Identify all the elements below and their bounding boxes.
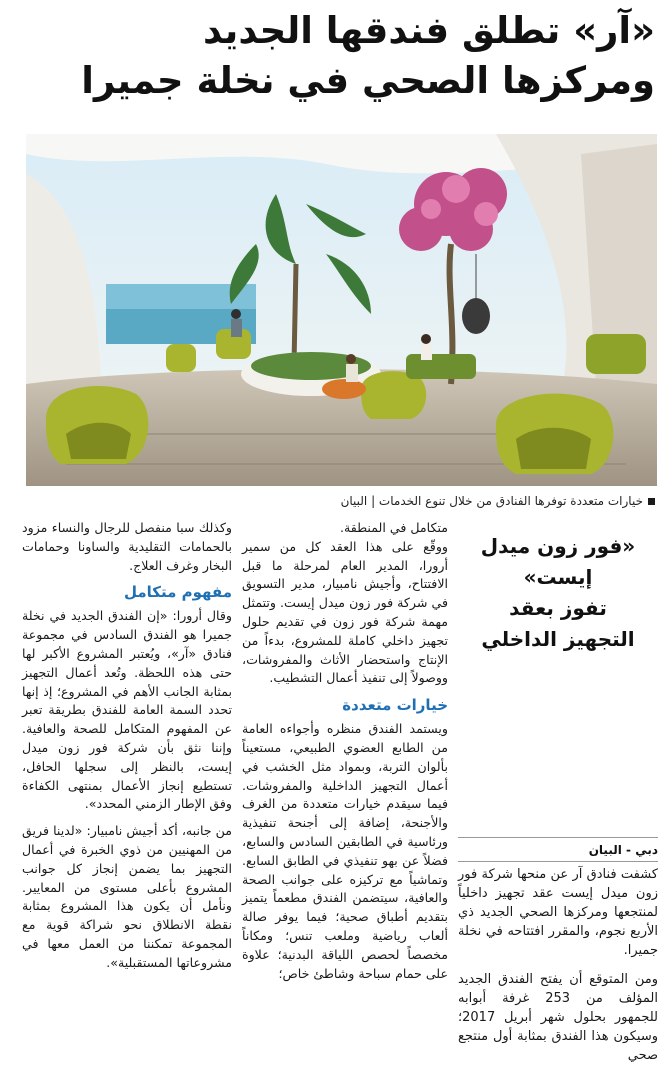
caption-bullet-icon [648, 498, 655, 505]
section-subheading: خيارات متعددة [342, 696, 448, 715]
pull-quote [458, 531, 658, 655]
pull-quote-line-3: التجهيز الداخلي [481, 627, 635, 651]
body-paragraph: وكذلك سبا منفصل للرجال والنساء مزود بالحمامات التقليدية والساونا وحمامات البخار وغرف العلاج. [22, 520, 232, 573]
column-right [458, 519, 658, 1065]
lead-paragraph-1: كشفت فنادق آر عن منحها شركة فور زون ميدل إيست عقد تجهيز داخلياً لمنتجعها ومركزها الصحي الجديد ذي الأربع نجوم، والمقرر افتتاحه في نخلة جميرا. [458, 867, 658, 958]
body-paragraph: وقال أرورا: «إن الفندق الجديد في نخلة جميرا هو الفندق السادس في مجموعة فنادق «آر»، ويُعتبر المشروع الأكبر لها حتى هذه اللحظة. وتُعد أعمال التجهيز بمثابة الجانب الأهم في المشروع؛ إذ إنها تحدد السمة العامة للفندق بطريقة تعبر عن المفهوم المتكامل للصحة والعافية. وإننا نثق بأن شركة فور زون ميدل إيست، بالنظر إلى سجلها الحافل، تستطيع إنجاز الأعمال بمنتهى الكفاءة وفق الإطار الزمني المحدد». [22, 608, 232, 812]
caption-text: خيارات متعددة توفرها الفنادق من خلال تنوع الخدمات | البيان [340, 494, 643, 508]
body-paragraph: ويستمد الفندق منظره وأجواءه العامة من الطابع العضوي الطبيعي، مستعيناً بألوان التربة، وبمواد مثل الخشب في أعمال التجهيز الداخلية والمفروشات. فيما سيقدم خيارات متعددة من الغرف والأجنحة، إضافة إلى أجنحة تنفيذية ورئاسية في الطابقين السادس والسابع، فضلاً عن بهو تنفيذي في الطابق السابع. وتماشياً مع تركيزه على جوانب الصحة والعافية، سيتضمن الفندق مطعماً يتميز بتقديم أطباق صحية؛ فيما يوفر صالة ألعاب رياضية وملعب تنس؛ ومكاناً مخصصاً لحصص اللياقة البدنية؛ علاوة على حمام سباحة وشاطئ خاص؛ [242, 721, 448, 981]
headline-line-1: «آر» تطلق فندقها الجديد [203, 9, 655, 52]
byline: دبي - البيان [588, 843, 658, 857]
divider [458, 837, 658, 838]
hotel-lobby-illustration [26, 134, 657, 486]
lead-paragraph-2: ومن المتوقع أن يفتح الفندق الجديد المؤلف من 253 غرفة أبوابه للجمهور بحلول شهر أبريل 2017؛ وسيكون هذا الفندق بمثابة أول منتجع صحي [458, 972, 658, 1063]
body-paragraph: ووقّع على هذا العقد كل من سمير أرورا، المدير العام لمرحلة ما قبل الافتتاح، وأجيش نامبيار، مدير التسويق في شركة فور زون ميدل إيست. وتتمثل مهمة شركة فور زون في تقديم حلول تجهيز داخلي كاملة للمشروع، بدءاً من الإنتاج واستحضار الأثاث والمفروشات، ووصولاً إلى تنفيذ أعمال التشطيب. [242, 538, 448, 686]
column-middle [242, 519, 448, 983]
article-headline [10, 6, 655, 106]
pull-quote-line-1: «فور زون ميدل إيست» [480, 534, 636, 589]
column-left [22, 519, 232, 973]
section-subheading: مفهوم متكامل [123, 583, 232, 602]
photo-caption [240, 493, 655, 509]
byline-block [458, 837, 658, 1065]
pull-quote-line-2: تفوز بعقد [509, 596, 607, 620]
divider [458, 861, 658, 862]
body-paragraph: من جانبه، أكد أجيش نامبيار: «لدينا فريق من المهنيين من ذوي الخبرة في أعمال التجهيز بما يضمن إنجاز كل جوانب المشروع بأعلى مستوى من المعايير. ونأمل أن يكون هذا المشروع بمثابة نقطة الانطلاق نحو شراكة قوية مع المجموعة تمكننا من العمل معها في مشروعاتها المستقبلية». [22, 823, 232, 970]
article-photo [26, 134, 657, 486]
body-paragraph: متكامل في المنطقة. [339, 520, 448, 535]
headline-line-2: ومركزها الصحي في نخلة جميرا [81, 59, 655, 102]
